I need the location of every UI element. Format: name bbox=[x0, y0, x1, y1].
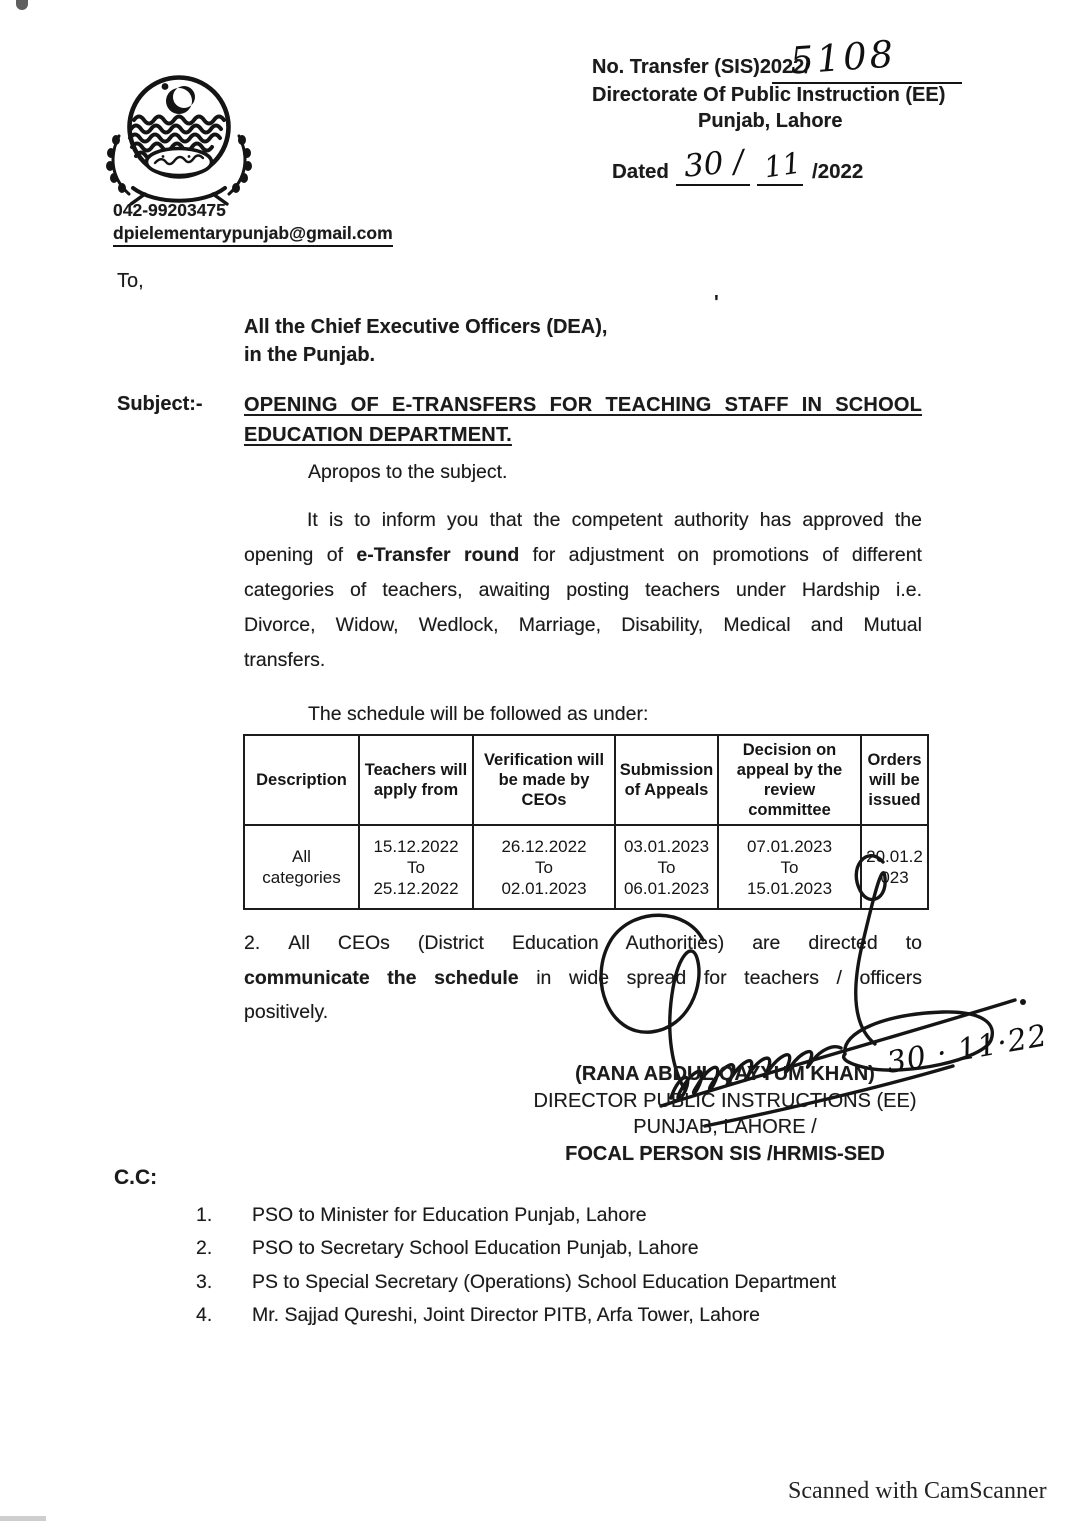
crescent-icon bbox=[166, 86, 195, 114]
department-line1: Directorate Of Public Instruction (EE) bbox=[592, 84, 946, 106]
cell-orders-date: 20.01.2 023 bbox=[861, 825, 928, 909]
para1-line5: transfers. bbox=[244, 649, 326, 671]
ref-underline bbox=[772, 50, 962, 84]
cc-item-4 bbox=[196, 1304, 760, 1327]
salutation: Apropos to the subject. bbox=[308, 461, 508, 483]
col-header-appeals: Submission of Appeals bbox=[615, 735, 718, 825]
star-dot-icon bbox=[162, 83, 169, 90]
punjab-crest-logo bbox=[103, 74, 255, 208]
stray-mark: ' bbox=[714, 292, 719, 314]
signatory-title2: PUNJAB, LAHORE / bbox=[633, 1116, 817, 1138]
para1-line1: It is to inform you that the competent authority has approved the bbox=[307, 509, 922, 531]
cc-item-4-number: 4. bbox=[196, 1304, 213, 1326]
subject-text bbox=[244, 390, 922, 450]
recipient-line1: All the Chief Executive Officers (DEA), bbox=[244, 316, 608, 338]
cc-item-2-text: PSO to Secretary School Education Punjab, Lahore bbox=[252, 1237, 699, 1259]
cc-label: C.C: bbox=[114, 1166, 158, 1189]
cc-item-2-number: 2. bbox=[196, 1237, 213, 1259]
ref-number-label: No. Transfer (SIS)2022/ bbox=[592, 56, 810, 78]
para1-line2-c: for adjustment on promotions of different bbox=[519, 544, 922, 566]
scan-artifact bbox=[16, 0, 28, 10]
cc-item-3-number: 3. bbox=[196, 1271, 213, 1293]
para1-line4: Divorce, Widow, Wedlock, Marriage, Disability, Medical and Mutual bbox=[244, 614, 922, 636]
signatory-name: (RANA ABDUL QAYYUM KHAN) bbox=[575, 1063, 875, 1085]
col-header-decision: Decision on appeal by the review committee bbox=[718, 735, 861, 825]
col-header-apply: Teachers will apply from bbox=[359, 735, 473, 825]
para2-line3: positively. bbox=[244, 1001, 329, 1023]
schedule-intro: The schedule will be followed as under: bbox=[308, 703, 649, 725]
cc-item-1-text: PSO to Minister for Education Punjab, Lahore bbox=[252, 1204, 647, 1226]
ref-number-handwritten: 5108 bbox=[788, 32, 898, 83]
cell-verification-dates: 26.12.2022 To 02.01.2023 bbox=[473, 825, 615, 909]
subject-label: Subject:- bbox=[117, 393, 203, 415]
para2-number: 2. bbox=[244, 932, 261, 954]
signoff-block bbox=[470, 1061, 980, 1167]
cell-apply-dates: 15.12.2022 To 25.12.2022 bbox=[359, 825, 473, 909]
signature-date-handwritten: 30 · 11·22 bbox=[884, 1018, 1051, 1081]
dated-year: /2022 bbox=[812, 160, 864, 183]
dated-underline-2 bbox=[757, 156, 803, 186]
para1-line2 bbox=[244, 538, 922, 573]
col-header-description: Description bbox=[244, 735, 359, 825]
camscanner-watermark: Scanned with CamScanner bbox=[788, 1478, 1047, 1504]
wheat-sprig-right-icon bbox=[229, 135, 252, 194]
cc-item-1-number: 1. bbox=[196, 1204, 213, 1226]
dated-day-handwritten: 30 / bbox=[682, 143, 746, 185]
email-address: dpielementarypunjab@gmail.com bbox=[113, 223, 393, 247]
cc-item-3-text: PS to Special Secretary (Operations) School Education Department bbox=[252, 1271, 837, 1293]
para1-line2-a: opening of bbox=[244, 544, 357, 566]
table-row bbox=[244, 825, 928, 909]
para2-line2-bold: communicate the schedule bbox=[244, 966, 519, 989]
dated-label: Dated bbox=[612, 160, 669, 183]
recipient-line2: in the Punjab. bbox=[244, 344, 376, 366]
para1-line2-bold: e-Transfer round bbox=[356, 544, 520, 566]
cc-item-4-text: Mr. Sajjad Qureshi, Joint Director PITB, Arfa Tower, Lahore bbox=[252, 1304, 760, 1326]
wheat-sprig-left-icon bbox=[106, 135, 129, 194]
signatory-title1: DIRECTOR PUBLIC INSTRUCTIONS (EE) bbox=[533, 1089, 917, 1112]
para1-line3: categories of teachers, awaiting posting teachers under Hardship i.e. bbox=[244, 579, 922, 601]
para2-line2-text: in wide spread for teachers / officers bbox=[518, 966, 923, 989]
department-line2: Punjab, Lahore bbox=[698, 110, 843, 132]
col-header-orders: Orders will be issued bbox=[861, 735, 928, 825]
cc-item-2 bbox=[196, 1237, 699, 1260]
cc-item-1 bbox=[196, 1204, 647, 1227]
scan-artifact bbox=[0, 1516, 46, 1521]
phone-number: 042-99203475 bbox=[113, 200, 226, 220]
para2-line2 bbox=[244, 961, 922, 996]
schedule-table-wrap bbox=[243, 734, 929, 910]
paragraph-2 bbox=[244, 926, 922, 1030]
paragraph-1 bbox=[244, 503, 922, 678]
cell-decision-dates: 07.01.2023 To 15.01.2023 bbox=[718, 825, 861, 909]
cell-description: All categories bbox=[244, 825, 359, 909]
cell-appeal-dates: 03.01.2023 To 06.01.2023 bbox=[615, 825, 718, 909]
para2-line1-text: All CEOs (District Education Authorities) are directed to bbox=[288, 932, 922, 954]
dated-underline-1 bbox=[676, 156, 750, 186]
table-header-row bbox=[244, 735, 928, 825]
dated-month-handwritten: 11 bbox=[761, 145, 804, 185]
subject-line1: OPENING OF E-TRANSFERS FOR TEACHING STAFF IN SCHOOL bbox=[244, 394, 922, 416]
cc-item-3 bbox=[196, 1271, 836, 1294]
signatory-title3: FOCAL PERSON SIS /HRMIS-SED bbox=[565, 1142, 885, 1165]
col-header-verification: Verification will be made by CEOs bbox=[473, 735, 615, 825]
schedule-table bbox=[243, 734, 929, 910]
to-label: To, bbox=[117, 270, 144, 292]
para2-line1 bbox=[244, 926, 922, 961]
subject-line2: EDUCATION DEPARTMENT. bbox=[244, 424, 512, 446]
